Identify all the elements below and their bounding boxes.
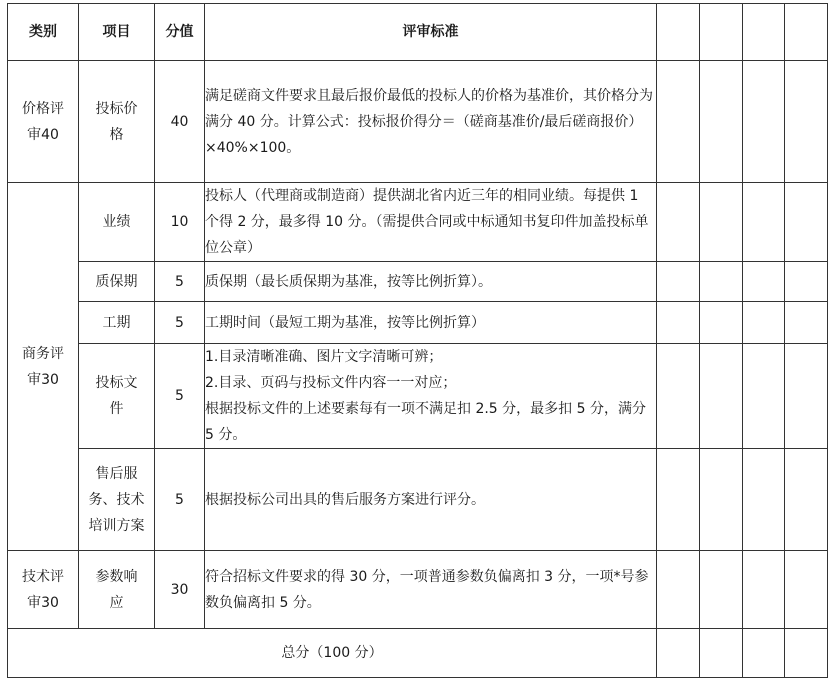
item-cell: 投标文件	[79, 344, 155, 449]
blank-cell	[657, 629, 700, 678]
category-cell: 商务评审30	[8, 183, 79, 551]
table-row	[8, 61, 828, 183]
blank-cell	[700, 262, 743, 302]
blank-cell	[657, 61, 700, 183]
header-row	[8, 4, 828, 61]
blank-cell	[657, 183, 700, 262]
criteria-cell: 投标人（代理商或制造商）提供湖北省内近三年的相同业绩。每提供 1 个得 2 分，最多得 10 分。（需提供合同或中标通知书复印件加盖投标单位公章）	[205, 183, 657, 262]
blank-cell	[657, 344, 700, 449]
header-item: 项目	[79, 4, 155, 61]
blank-cell	[785, 302, 828, 344]
scoring-table	[7, 3, 828, 678]
blank-cell	[700, 449, 743, 551]
item-cell: 业绩	[79, 183, 155, 262]
blank-cell	[700, 551, 743, 629]
blank-cell	[700, 183, 743, 262]
blank-cell	[743, 344, 785, 449]
item-cell: 投标价格	[79, 61, 155, 183]
criteria-line: 2.目录、页码与投标文件内容一一对应；	[205, 375, 457, 391]
blank-cell	[657, 551, 700, 629]
score-cell: 5	[155, 344, 205, 449]
blank-cell	[743, 302, 785, 344]
criteria-cell	[205, 344, 657, 449]
blank-cell	[700, 629, 743, 678]
blank-cell	[785, 629, 828, 678]
table-row	[8, 344, 828, 449]
blank-cell	[657, 449, 700, 551]
blank-cell	[785, 183, 828, 262]
blank-cell	[743, 61, 785, 183]
header-criteria: 评审标准	[205, 4, 657, 61]
header-score: 分值	[155, 4, 205, 61]
criteria-cell: 质保期（最长质保期为基准，按等比例折算）。	[205, 262, 657, 302]
header-category: 类别	[8, 4, 79, 61]
blank-header-cell	[743, 4, 785, 61]
blank-cell	[743, 262, 785, 302]
item-cell: 售后服务、技术培训方案	[79, 449, 155, 551]
blank-header-cell	[657, 4, 700, 61]
criteria-line: 根据投标文件的上述要素每有一项不满足扣 2.5 分，最多扣 5 分，满分 5 分。	[205, 401, 646, 443]
blank-cell	[700, 344, 743, 449]
score-cell: 5	[155, 262, 205, 302]
blank-cell	[743, 183, 785, 262]
item-cell: 工期	[79, 302, 155, 344]
category-cell: 价格评审40	[8, 61, 79, 183]
item-cell: 参数响应	[79, 551, 155, 629]
blank-cell	[743, 449, 785, 551]
criteria-cell: 满足磋商文件要求且最后报价最低的投标人的价格为基准价，其价格分为满分 40 分。计算公式：投标报价得分＝（磋商基准价/最后磋商报价）×40%×100。	[205, 61, 657, 183]
criteria-cell: 根据投标公司出具的售后服务方案进行评分。	[205, 449, 657, 551]
blank-cell	[785, 449, 828, 551]
blank-cell	[700, 61, 743, 183]
table-row	[8, 302, 828, 344]
item-cell: 质保期	[79, 262, 155, 302]
blank-cell	[785, 344, 828, 449]
score-cell: 5	[155, 302, 205, 344]
score-cell: 10	[155, 183, 205, 262]
table-row	[8, 183, 828, 262]
criteria-cell: 符合招标文件要求的得 30 分，一项普通参数负偏离扣 3 分，一项*号参数负偏离扣 5 分。	[205, 551, 657, 629]
blank-cell	[657, 262, 700, 302]
criteria-cell: 工期时间（最短工期为基准，按等比例折算）	[205, 302, 657, 344]
total-cell: 总分（100 分）	[8, 629, 657, 678]
blank-header-cell	[785, 4, 828, 61]
score-cell: 5	[155, 449, 205, 551]
blank-cell	[785, 551, 828, 629]
criteria-line: 1.目录清晰准确、图片文字清晰可辨；	[205, 349, 443, 365]
table-row	[8, 262, 828, 302]
total-row	[8, 629, 828, 678]
table-row	[8, 449, 828, 551]
blank-cell	[743, 551, 785, 629]
blank-header-cell	[700, 4, 743, 61]
blank-cell	[657, 302, 700, 344]
blank-cell	[743, 629, 785, 678]
category-cell: 技术评审30	[8, 551, 79, 629]
blank-cell	[700, 302, 743, 344]
score-cell: 40	[155, 61, 205, 183]
table-row	[8, 551, 828, 629]
blank-cell	[785, 262, 828, 302]
blank-cell	[785, 61, 828, 183]
score-cell: 30	[155, 551, 205, 629]
